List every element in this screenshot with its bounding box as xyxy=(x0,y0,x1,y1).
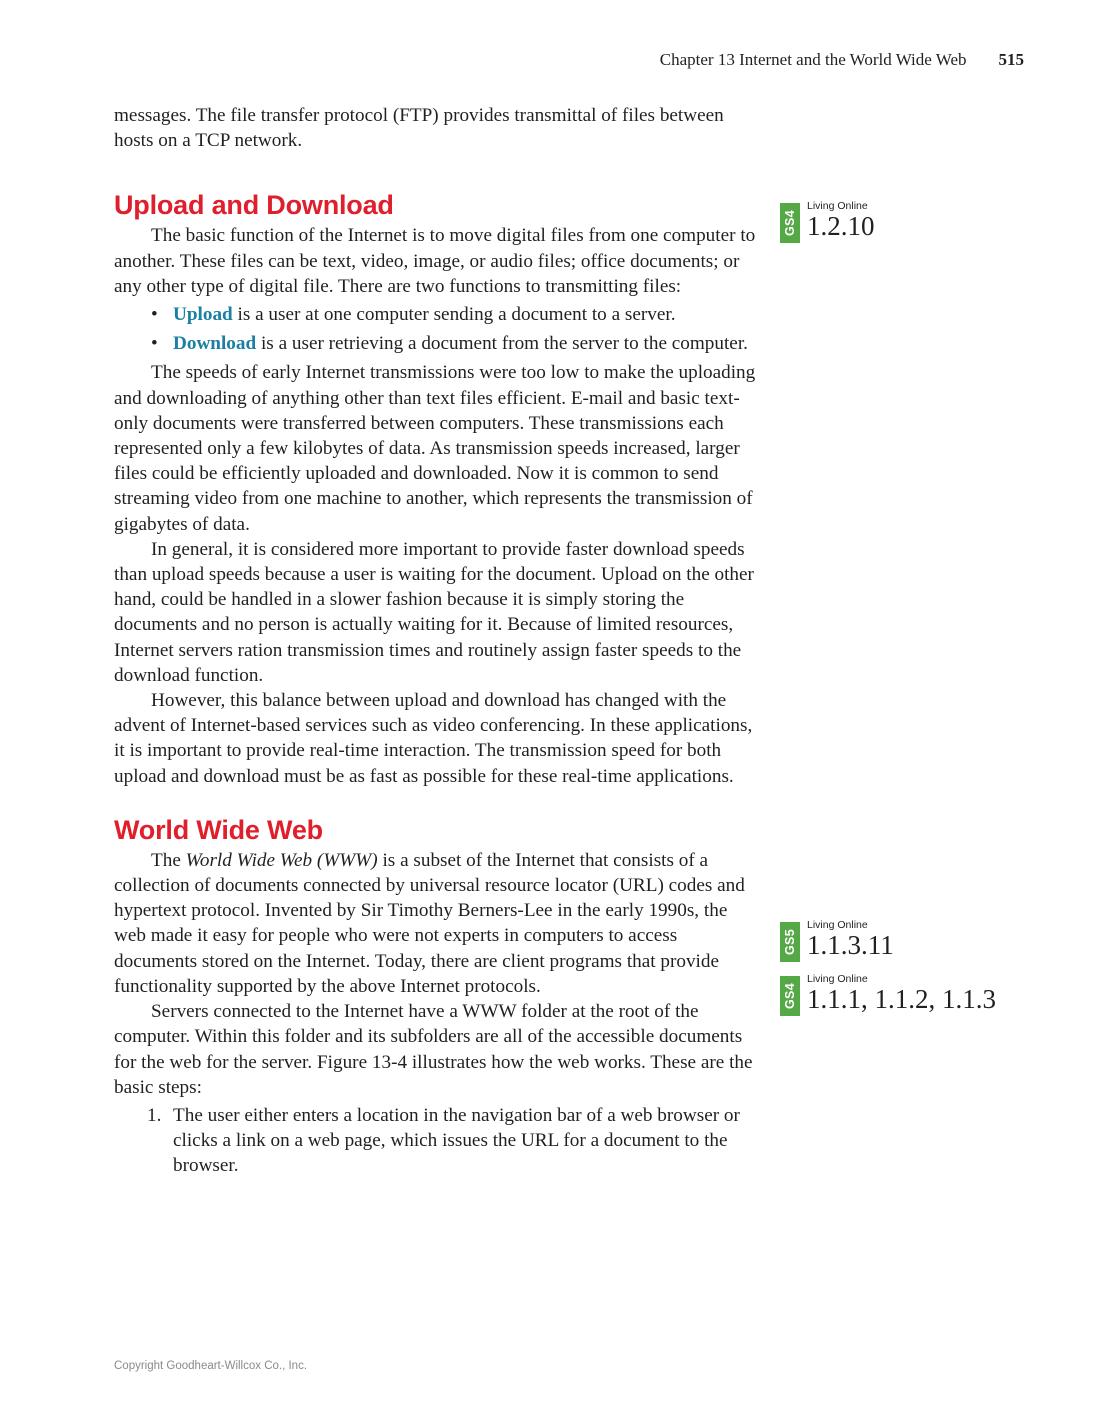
section-heading-world-wide-web: World Wide Web xyxy=(114,814,323,845)
step-number: 1. xyxy=(147,1104,162,1126)
badge-category: Living Online xyxy=(807,973,868,985)
bullet-icon: • xyxy=(151,304,158,326)
numbered-list xyxy=(114,1103,764,1179)
running-head xyxy=(560,50,1024,70)
list-item xyxy=(114,302,764,327)
bullet-icon: • xyxy=(151,333,158,355)
paragraph: Servers connected to the Internet have a WWW folder at the root of the computer. Within this folder and its subfolders are all of the accessible documents for the web for the server. Figure 13-4 illustrates how the web works. These are the basic steps: xyxy=(114,1001,753,1098)
badge-code: 1.2.10 xyxy=(807,211,875,241)
badge-category: Living Online xyxy=(807,919,868,931)
list-item xyxy=(114,331,764,356)
main-text xyxy=(114,103,764,1179)
list-item-text: The user either enters a location in the navigation bar of a web browser or clicks a link on a web page, which issues the URL for a document to the browser. xyxy=(173,1104,740,1177)
section-heading-upload-download: Upload and Download xyxy=(114,190,394,221)
badge-tab: GS4 xyxy=(780,976,800,1016)
key-term: Download xyxy=(173,333,257,355)
paragraph: In general, it is considered more important to provide faster download speeds than upload speeds because a user is waiting for the document. Upload on the other hand, could be handled in a slower fashion because it is simply storing the documents and no person is actually waiting for it. Because of limited resources, Internet servers ration transmission times and routinely assign faster speeds to the download function. xyxy=(114,538,754,686)
list-item-text: is a user retrieving a document from the server to the computer. xyxy=(256,333,748,355)
text-run: is a subset of the Internet that consists of a collection of documents connected by universal resource locator (URL) codes and hypertext protocol. Invented by Sir Timothy Berners-Lee in the early 1990s, the web made it easy for people who were not experts in computers to access documents stored on the Internet. Today, there are client programs that provide functionality supported by the above Internet protocols. xyxy=(114,849,745,997)
copyright-footer: Copyright Goodheart-Willcox Co., Inc. xyxy=(114,1360,308,1372)
defined-term: World Wide Web (WWW) xyxy=(185,849,378,871)
badge-category: Living Online xyxy=(807,200,868,212)
intro-paragraph: messages. The file transfer protocol (FTP) provides transmittal of files between hosts on a TCP network. xyxy=(114,105,724,152)
chapter-title: Chapter 13 Internet and the World Wide Web xyxy=(659,50,967,69)
page-number: 515 xyxy=(998,50,1024,69)
key-term: Upload xyxy=(173,304,233,326)
text-run: The xyxy=(151,849,186,871)
paragraph: However, this balance between upload and download has changed with the advent of Internet-based services such as video conferencing. In these applications, it is important to provide real-time interaction. The transmission speed for both upload and download must be as fast as possible for these real-time applications. xyxy=(114,690,753,787)
list-item xyxy=(114,1103,764,1179)
paragraph xyxy=(114,848,764,999)
paragraph: The basic function of the Internet is to move digital files from one computer to another. These files can be text, video, image, or audio files; office documents; or any other type of digital file. There are two functions to transmitting files: xyxy=(114,225,756,297)
badge-tab: GS5 xyxy=(780,922,800,962)
list-item-text: is a user at one computer sending a document to a server. xyxy=(232,304,676,326)
badge-code: 1.1.3.11 xyxy=(807,930,894,960)
paragraph: The speeds of early Internet transmissions were too low to make the uploading and downloading of anything other than text files efficient. E-mail and basic text-only documents were transferred between computers. These transmissions each represented only a few kilobytes of data. As transmission speeds increased, larger files could be efficiently uploaded and downloaded. Now it is common to send streaming video from one machine to another, which represents the transmission of gigabytes of data. xyxy=(114,362,756,535)
badge-code: 1.1.1, 1.1.2, 1.1.3 xyxy=(807,984,996,1014)
badge-tab: GS4 xyxy=(780,203,800,243)
bullet-list xyxy=(114,302,764,356)
